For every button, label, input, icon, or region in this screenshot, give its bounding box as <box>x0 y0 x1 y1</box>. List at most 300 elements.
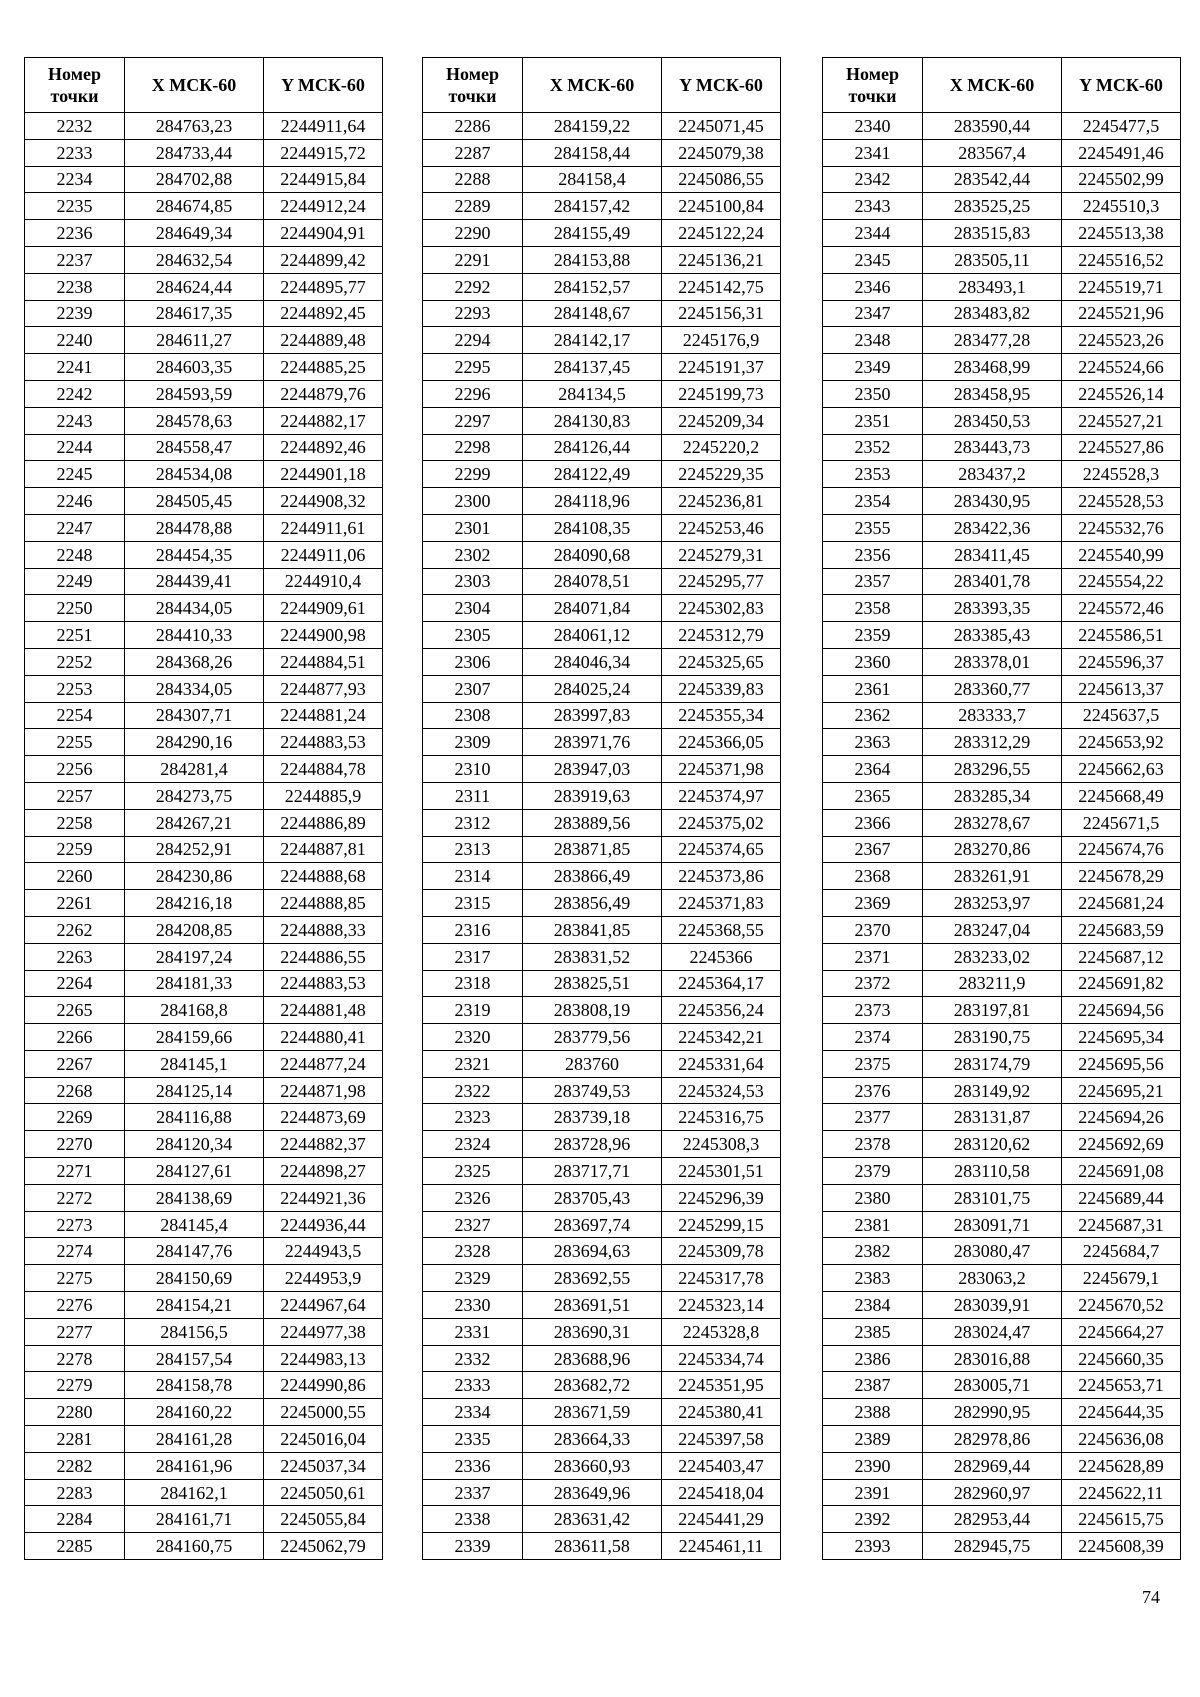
table-row <box>823 702 1181 729</box>
x-coordinate-cell: 284122,49 <box>523 461 662 488</box>
table-row <box>423 890 781 917</box>
x-coordinate-cell: 284118,96 <box>523 488 662 515</box>
y-coordinate-cell: 2245636,08 <box>1062 1426 1181 1453</box>
point-number-cell: 2358 <box>823 595 923 622</box>
y-coordinate-cell: 2245524,66 <box>1062 354 1181 381</box>
x-coordinate-cell: 283091,71 <box>923 1211 1062 1238</box>
x-coordinate-cell: 284155,49 <box>523 220 662 247</box>
point-number-cell: 2237 <box>25 246 125 273</box>
y-coordinate-cell: 2245615,75 <box>1062 1506 1181 1533</box>
x-coordinate-cell: 284078,51 <box>523 568 662 595</box>
x-coordinate-cell: 284152,57 <box>523 273 662 300</box>
y-coordinate-cell: 2245220,2 <box>662 434 781 461</box>
x-coordinate-cell: 284158,4 <box>523 166 662 193</box>
table-row <box>823 863 1181 890</box>
y-coordinate-cell: 2245691,82 <box>1062 970 1181 997</box>
y-coordinate-cell: 2245373,86 <box>662 863 781 890</box>
y-coordinate-cell: 2245356,24 <box>662 997 781 1024</box>
table-row <box>25 1372 383 1399</box>
table-row <box>423 354 781 381</box>
y-coordinate-cell: 2244873,69 <box>264 1104 383 1131</box>
y-coordinate-cell: 2245323,14 <box>662 1292 781 1319</box>
table-row <box>25 916 383 943</box>
point-number-cell: 2268 <box>25 1077 125 1104</box>
y-coordinate-cell: 2245695,34 <box>1062 1024 1181 1051</box>
point-number-cell: 2250 <box>25 595 125 622</box>
point-number-cell: 2277 <box>25 1318 125 1345</box>
x-coordinate-cell: 284108,35 <box>523 514 662 541</box>
y-coordinate-cell: 2245671,5 <box>1062 809 1181 836</box>
point-number-cell: 2285 <box>25 1533 125 1560</box>
point-number-cell: 2262 <box>25 916 125 943</box>
table-row <box>25 514 383 541</box>
table-row <box>823 1265 1181 1292</box>
y-coordinate-cell: 2245236,81 <box>662 488 781 515</box>
x-coordinate-cell: 284134,5 <box>523 380 662 407</box>
table-row <box>423 836 781 863</box>
point-number-cell: 2304 <box>423 595 523 622</box>
table-row <box>423 1211 781 1238</box>
x-coordinate-cell: 283505,11 <box>923 246 1062 273</box>
table-body <box>823 113 1181 1560</box>
y-coordinate-cell: 2245502,99 <box>1062 166 1181 193</box>
point-number-cell: 2308 <box>423 702 523 729</box>
point-number-cell: 2255 <box>25 729 125 756</box>
point-number-cell: 2244 <box>25 434 125 461</box>
table-row <box>823 595 1181 622</box>
table-row <box>25 1104 383 1131</box>
x-coordinate-cell: 284125,14 <box>125 1077 264 1104</box>
point-number-cell: 2351 <box>823 407 923 434</box>
y-coordinate-cell: 2244888,33 <box>264 916 383 943</box>
table-row <box>423 863 781 890</box>
x-coordinate-cell: 284137,45 <box>523 354 662 381</box>
y-coordinate-cell: 2244889,48 <box>264 327 383 354</box>
x-coordinate-cell: 284410,33 <box>125 622 264 649</box>
y-coordinate-cell: 2244882,17 <box>264 407 383 434</box>
table-row <box>25 327 383 354</box>
table-row <box>423 166 781 193</box>
y-coordinate-cell: 2245156,31 <box>662 300 781 327</box>
table-row <box>25 354 383 381</box>
table-row <box>823 1184 1181 1211</box>
point-number-cell: 2318 <box>423 970 523 997</box>
table-row <box>823 407 1181 434</box>
x-coordinate-cell: 283971,76 <box>523 729 662 756</box>
table-row <box>823 354 1181 381</box>
table-row <box>25 1533 383 1560</box>
x-coordinate-cell: 283889,56 <box>523 809 662 836</box>
point-number-cell: 2303 <box>423 568 523 595</box>
y-coordinate-cell: 2245086,55 <box>662 166 781 193</box>
point-number-cell: 2298 <box>423 434 523 461</box>
y-coordinate-cell: 2244883,53 <box>264 970 383 997</box>
x-coordinate-cell: 283717,71 <box>523 1158 662 1185</box>
point-number-cell: 2361 <box>823 675 923 702</box>
x-coordinate-cell: 284368,26 <box>125 648 264 675</box>
x-coordinate-cell: 284145,1 <box>125 1050 264 1077</box>
x-coordinate-cell: 283131,87 <box>923 1104 1062 1131</box>
x-coordinate-cell: 283856,49 <box>523 890 662 917</box>
table-row <box>25 890 383 917</box>
point-number-cell: 2242 <box>25 380 125 407</box>
point-number-cell: 2240 <box>25 327 125 354</box>
y-coordinate-header: Y МСК-60 <box>1062 58 1181 113</box>
x-coordinate-cell: 283705,43 <box>523 1184 662 1211</box>
x-coordinate-cell: 283393,35 <box>923 595 1062 622</box>
y-coordinate-cell: 2245142,75 <box>662 273 781 300</box>
x-coordinate-cell: 283649,96 <box>523 1479 662 1506</box>
x-coordinate-cell: 283631,42 <box>523 1506 662 1533</box>
point-number-cell: 2363 <box>823 729 923 756</box>
x-coordinate-cell: 284071,84 <box>523 595 662 622</box>
y-coordinate-cell: 2244912,24 <box>264 193 383 220</box>
table-row <box>25 541 383 568</box>
table-row <box>423 1077 781 1104</box>
point-number-cell: 2309 <box>423 729 523 756</box>
y-coordinate-cell: 2245229,35 <box>662 461 781 488</box>
x-coordinate-cell: 283831,52 <box>523 943 662 970</box>
x-coordinate-cell: 284161,28 <box>125 1426 264 1453</box>
point-number-cell: 2292 <box>423 273 523 300</box>
table-row <box>823 1345 1181 1372</box>
x-coordinate-cell: 284603,35 <box>125 354 264 381</box>
y-coordinate-cell: 2245296,39 <box>662 1184 781 1211</box>
point-number-cell: 2324 <box>423 1131 523 1158</box>
table-row <box>423 729 781 756</box>
x-coordinate-cell: 284161,71 <box>125 1506 264 1533</box>
table-row <box>25 113 383 140</box>
y-coordinate-cell: 2244915,84 <box>264 166 383 193</box>
point-number-cell: 2335 <box>423 1426 523 1453</box>
x-coordinate-cell: 284439,41 <box>125 568 264 595</box>
x-coordinate-cell: 283285,34 <box>923 782 1062 809</box>
point-number-cell: 2287 <box>423 139 523 166</box>
y-coordinate-cell: 2245375,02 <box>662 809 781 836</box>
y-coordinate-cell: 2244910,4 <box>264 568 383 595</box>
x-coordinate-cell: 283760 <box>523 1050 662 1077</box>
y-coordinate-cell: 2245355,34 <box>662 702 781 729</box>
table-row <box>423 1426 781 1453</box>
y-coordinate-cell: 2245674,76 <box>1062 836 1181 863</box>
point-number-cell: 2377 <box>823 1104 923 1131</box>
y-coordinate-cell: 2245368,55 <box>662 916 781 943</box>
y-coordinate-cell: 2245678,29 <box>1062 863 1181 890</box>
table-row <box>25 1506 383 1533</box>
point-number-cell: 2388 <box>823 1399 923 1426</box>
table-row <box>25 1184 383 1211</box>
table-row <box>423 916 781 943</box>
point-number-cell: 2381 <box>823 1211 923 1238</box>
x-coordinate-cell: 284157,42 <box>523 193 662 220</box>
x-coordinate-cell: 284733,44 <box>125 139 264 166</box>
x-coordinate-cell: 283468,99 <box>923 354 1062 381</box>
x-coordinate-cell: 283525,25 <box>923 193 1062 220</box>
point-number-cell: 2252 <box>25 648 125 675</box>
table-row <box>423 1238 781 1265</box>
y-coordinate-cell: 2245016,04 <box>264 1426 383 1453</box>
point-number-cell: 2282 <box>25 1452 125 1479</box>
table-row <box>823 246 1181 273</box>
point-number-cell: 2372 <box>823 970 923 997</box>
y-coordinate-cell: 2245374,65 <box>662 836 781 863</box>
table-row <box>25 300 383 327</box>
x-coordinate-cell: 283211,9 <box>923 970 1062 997</box>
table-row <box>823 488 1181 515</box>
table-row <box>25 970 383 997</box>
point-number-cell: 2376 <box>823 1077 923 1104</box>
table-row <box>823 809 1181 836</box>
point-number-cell: 2326 <box>423 1184 523 1211</box>
point-number-cell: 2312 <box>423 809 523 836</box>
y-coordinate-cell: 2245055,84 <box>264 1506 383 1533</box>
y-coordinate-cell: 2244892,46 <box>264 434 383 461</box>
table-row <box>25 568 383 595</box>
y-coordinate-cell: 2245637,5 <box>1062 702 1181 729</box>
point-number-cell: 2353 <box>823 461 923 488</box>
x-coordinate-cell: 283567,4 <box>923 139 1062 166</box>
x-coordinate-cell: 284025,24 <box>523 675 662 702</box>
y-coordinate-cell: 2244983,13 <box>264 1345 383 1372</box>
y-coordinate-cell: 2245613,37 <box>1062 675 1181 702</box>
x-coordinate-cell: 284116,88 <box>125 1104 264 1131</box>
y-coordinate-cell: 2245554,22 <box>1062 568 1181 595</box>
y-coordinate-cell: 2245527,86 <box>1062 434 1181 461</box>
point-number-cell: 2254 <box>25 702 125 729</box>
point-number-cell: 2301 <box>423 514 523 541</box>
table-row <box>25 997 383 1024</box>
x-coordinate-cell: 283278,67 <box>923 809 1062 836</box>
x-coordinate-cell: 284632,54 <box>125 246 264 273</box>
y-coordinate-cell: 2245689,44 <box>1062 1184 1181 1211</box>
x-coordinate-cell: 284120,34 <box>125 1131 264 1158</box>
x-coordinate-cell: 283039,91 <box>923 1292 1062 1319</box>
table-row <box>823 675 1181 702</box>
table-row <box>823 1238 1181 1265</box>
y-coordinate-cell: 2244900,98 <box>264 622 383 649</box>
table-row <box>25 1238 383 1265</box>
point-number-cell: 2236 <box>25 220 125 247</box>
y-coordinate-cell: 2245528,53 <box>1062 488 1181 515</box>
table-row <box>423 1158 781 1185</box>
x-coordinate-cell: 282945,75 <box>923 1533 1062 1560</box>
point-number-cell: 2357 <box>823 568 923 595</box>
point-number-cell: 2371 <box>823 943 923 970</box>
table-row <box>823 1426 1181 1453</box>
point-number-cell: 2321 <box>423 1050 523 1077</box>
x-coordinate-header: X МСК-60 <box>125 58 264 113</box>
y-coordinate-cell: 2244953,9 <box>264 1265 383 1292</box>
x-coordinate-cell: 284617,35 <box>125 300 264 327</box>
table-row <box>423 997 781 1024</box>
point-number-cell: 2235 <box>25 193 125 220</box>
x-coordinate-cell: 283005,71 <box>923 1372 1062 1399</box>
point-number-cell: 2245 <box>25 461 125 488</box>
table-row <box>823 1452 1181 1479</box>
y-coordinate-cell: 2245000,55 <box>264 1399 383 1426</box>
y-coordinate-cell: 2244911,61 <box>264 514 383 541</box>
point-number-cell: 2296 <box>423 380 523 407</box>
table-row <box>25 622 383 649</box>
x-coordinate-cell: 283947,03 <box>523 756 662 783</box>
table-row <box>423 1533 781 1560</box>
x-coordinate-cell: 283120,62 <box>923 1131 1062 1158</box>
table-row <box>423 1399 781 1426</box>
point-number-cell: 2257 <box>25 782 125 809</box>
table-row <box>423 943 781 970</box>
point-number-cell: 2374 <box>823 1024 923 1051</box>
y-coordinate-cell: 2245253,46 <box>662 514 781 541</box>
x-coordinate-cell: 283024,47 <box>923 1318 1062 1345</box>
table-row <box>423 488 781 515</box>
x-coordinate-cell: 284434,05 <box>125 595 264 622</box>
x-coordinate-cell: 283385,43 <box>923 622 1062 649</box>
y-coordinate-header: Y МСК-60 <box>662 58 781 113</box>
x-coordinate-cell: 283841,85 <box>523 916 662 943</box>
table-row <box>823 970 1181 997</box>
x-coordinate-cell: 283483,82 <box>923 300 1062 327</box>
table-row <box>423 568 781 595</box>
y-coordinate-cell: 2244908,32 <box>264 488 383 515</box>
point-number-cell: 2329 <box>423 1265 523 1292</box>
x-coordinate-cell: 283270,86 <box>923 836 1062 863</box>
point-number-cell: 2270 <box>25 1131 125 1158</box>
y-coordinate-cell: 2245100,84 <box>662 193 781 220</box>
y-coordinate-cell: 2244909,61 <box>264 595 383 622</box>
x-coordinate-cell: 283919,63 <box>523 782 662 809</box>
x-coordinate-cell: 282978,86 <box>923 1426 1062 1453</box>
y-coordinate-cell: 2245328,8 <box>662 1318 781 1345</box>
y-coordinate-cell: 2244895,77 <box>264 273 383 300</box>
table-row <box>423 595 781 622</box>
table-row <box>823 380 1181 407</box>
point-number-cell: 2232 <box>25 113 125 140</box>
y-coordinate-cell: 2245371,98 <box>662 756 781 783</box>
y-coordinate-cell: 2245380,41 <box>662 1399 781 1426</box>
y-coordinate-cell: 2244884,51 <box>264 648 383 675</box>
point-number-cell: 2360 <box>823 648 923 675</box>
table-row <box>423 300 781 327</box>
table-row <box>423 1479 781 1506</box>
point-number-cell: 2307 <box>423 675 523 702</box>
x-coordinate-cell: 283253,97 <box>923 890 1062 917</box>
x-coordinate-cell: 284159,66 <box>125 1024 264 1051</box>
x-coordinate-cell: 284159,22 <box>523 113 662 140</box>
point-number-cell: 2314 <box>423 863 523 890</box>
x-coordinate-cell: 284208,85 <box>125 916 264 943</box>
table-row <box>423 461 781 488</box>
y-coordinate-cell: 2244898,27 <box>264 1158 383 1185</box>
point-number-cell: 2233 <box>25 139 125 166</box>
table-row <box>423 541 781 568</box>
y-coordinate-cell: 2245176,9 <box>662 327 781 354</box>
y-coordinate-cell: 2245653,71 <box>1062 1372 1181 1399</box>
y-coordinate-cell: 2245586,51 <box>1062 622 1181 649</box>
table-row <box>423 1318 781 1345</box>
point-number-cell: 2265 <box>25 997 125 1024</box>
y-coordinate-cell: 2244977,38 <box>264 1318 383 1345</box>
table-row <box>423 648 781 675</box>
table-row <box>423 113 781 140</box>
point-number-cell: 2392 <box>823 1506 923 1533</box>
table-row <box>423 1292 781 1319</box>
table-row <box>25 1077 383 1104</box>
point-number-cell: 2264 <box>25 970 125 997</box>
y-coordinate-cell: 2245191,37 <box>662 354 781 381</box>
table-row <box>25 1399 383 1426</box>
point-number-cell: 2234 <box>25 166 125 193</box>
table-row <box>823 220 1181 247</box>
y-coordinate-cell: 2245695,56 <box>1062 1050 1181 1077</box>
point-number-cell: 2266 <box>25 1024 125 1051</box>
y-coordinate-cell: 2245062,79 <box>264 1533 383 1560</box>
x-coordinate-cell: 284157,54 <box>125 1345 264 1372</box>
point-number-cell: 2336 <box>423 1452 523 1479</box>
y-coordinate-cell: 2245519,71 <box>1062 273 1181 300</box>
point-number-cell: 2302 <box>423 541 523 568</box>
point-number-cell: 2359 <box>823 622 923 649</box>
y-coordinate-cell: 2244881,24 <box>264 702 383 729</box>
point-number-cell: 2319 <box>423 997 523 1024</box>
table-row <box>423 514 781 541</box>
table-row <box>823 836 1181 863</box>
table-row <box>823 113 1181 140</box>
x-coordinate-cell: 284267,21 <box>125 809 264 836</box>
x-coordinate-cell: 283378,01 <box>923 648 1062 675</box>
y-coordinate-cell: 2245644,35 <box>1062 1399 1181 1426</box>
y-coordinate-cell: 2244877,24 <box>264 1050 383 1077</box>
point-number-cell: 2290 <box>423 220 523 247</box>
x-coordinate-cell: 283443,73 <box>923 434 1062 461</box>
x-coordinate-cell: 284158,78 <box>125 1372 264 1399</box>
table-row <box>823 300 1181 327</box>
x-coordinate-cell: 283664,33 <box>523 1426 662 1453</box>
table-row <box>25 648 383 675</box>
point-number-cell: 2364 <box>823 756 923 783</box>
x-coordinate-cell: 283825,51 <box>523 970 662 997</box>
y-coordinate-cell: 2244915,72 <box>264 139 383 166</box>
table-row <box>25 220 383 247</box>
table-row <box>823 1372 1181 1399</box>
y-coordinate-cell: 2245324,53 <box>662 1077 781 1104</box>
point-number-cell: 2317 <box>423 943 523 970</box>
x-coordinate-cell: 283749,53 <box>523 1077 662 1104</box>
x-coordinate-cell: 284145,4 <box>125 1211 264 1238</box>
table-row <box>423 1506 781 1533</box>
table-row <box>823 541 1181 568</box>
x-coordinate-cell: 284181,33 <box>125 970 264 997</box>
point-number-cell: 2248 <box>25 541 125 568</box>
table-row <box>823 1399 1181 1426</box>
x-coordinate-cell: 284168,8 <box>125 997 264 1024</box>
table-row <box>823 622 1181 649</box>
point-number-cell: 2272 <box>25 1184 125 1211</box>
point-number-cell: 2283 <box>25 1479 125 1506</box>
y-coordinate-cell: 2245679,1 <box>1062 1265 1181 1292</box>
point-number-cell: 2333 <box>423 1372 523 1399</box>
y-coordinate-cell: 2245325,65 <box>662 648 781 675</box>
y-coordinate-cell: 2245540,99 <box>1062 541 1181 568</box>
y-coordinate-cell: 2245694,56 <box>1062 997 1181 1024</box>
x-coordinate-cell: 284153,88 <box>523 246 662 273</box>
x-coordinate-cell: 282953,44 <box>923 1506 1062 1533</box>
y-coordinate-cell: 2245199,73 <box>662 380 781 407</box>
point-number-cell: 2269 <box>25 1104 125 1131</box>
point-number-cell: 2276 <box>25 1292 125 1319</box>
table-row <box>25 1479 383 1506</box>
point-number-cell: 2334 <box>423 1399 523 1426</box>
table-row <box>423 1131 781 1158</box>
